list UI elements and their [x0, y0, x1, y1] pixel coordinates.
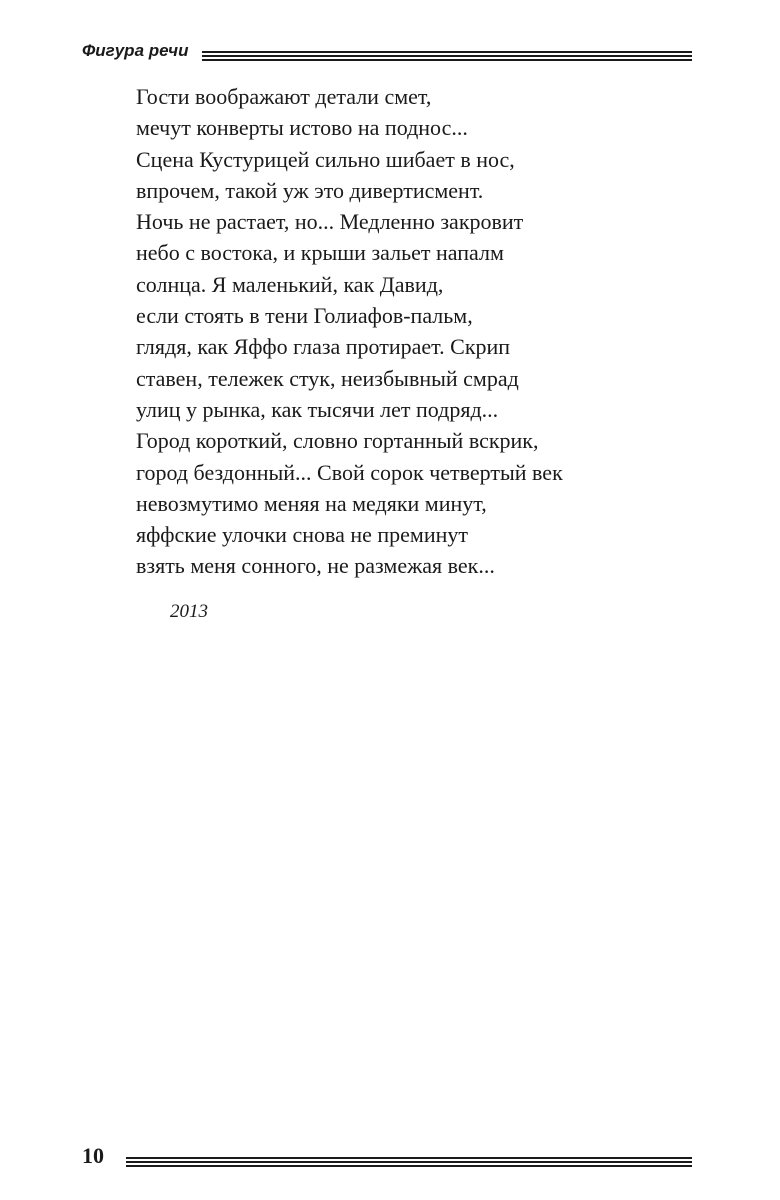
running-header [82, 40, 692, 70]
poem-line: Город короткий, словно гортанный вскрик, [136, 428, 539, 454]
poem-line: улиц у рынка, как тысячи лет подряд... [136, 396, 499, 422]
poem-line: Ночь не растает, но... Медленно закровит [136, 209, 524, 235]
poem-line: город бездонный... Свой сорок четвертый век [136, 459, 563, 485]
poem-line: Сцена Кустурицей сильно шибает в нос, [136, 146, 515, 172]
header-rule-top [202, 51, 692, 53]
poem-line: впрочем, такой уж это дивертисмент. [136, 177, 484, 203]
poem-line: Гости воображают детали смет, [136, 84, 432, 109]
poem-line: невозмутимо меняя на медяки минут, [136, 490, 487, 516]
poem-line: солнца. Я маленький, как Давид, [136, 271, 444, 297]
section-title: Фигура речи [82, 41, 189, 60]
running-footer [82, 1142, 692, 1172]
poem-date: 2013 [170, 601, 208, 622]
poem-body [136, 81, 696, 582]
header-rule-middle [202, 55, 692, 57]
footer-rule-bottom [126, 1165, 692, 1167]
header-rule-bottom [202, 59, 692, 61]
poem-line: яффские улочки снова не преминут [136, 522, 469, 548]
page-number: 10 [82, 1143, 104, 1168]
footer-rule-middle [126, 1161, 692, 1163]
poem-line: взять меня сонного, не размежая век... [136, 553, 495, 579]
footer-rule-top [126, 1157, 692, 1159]
poem-line: мечут конверты истово на поднос... [136, 115, 468, 141]
poem-line: глядя, как Яффо глаза протирает. Скрип [136, 334, 511, 360]
poem-line: ставен, тележек стук, неизбывный смрад [136, 365, 519, 391]
poem-line: небо с востока, и крыши зальет напалм [136, 240, 504, 266]
poem-line: если стоять в тени Голиафов-пальм, [136, 303, 473, 329]
